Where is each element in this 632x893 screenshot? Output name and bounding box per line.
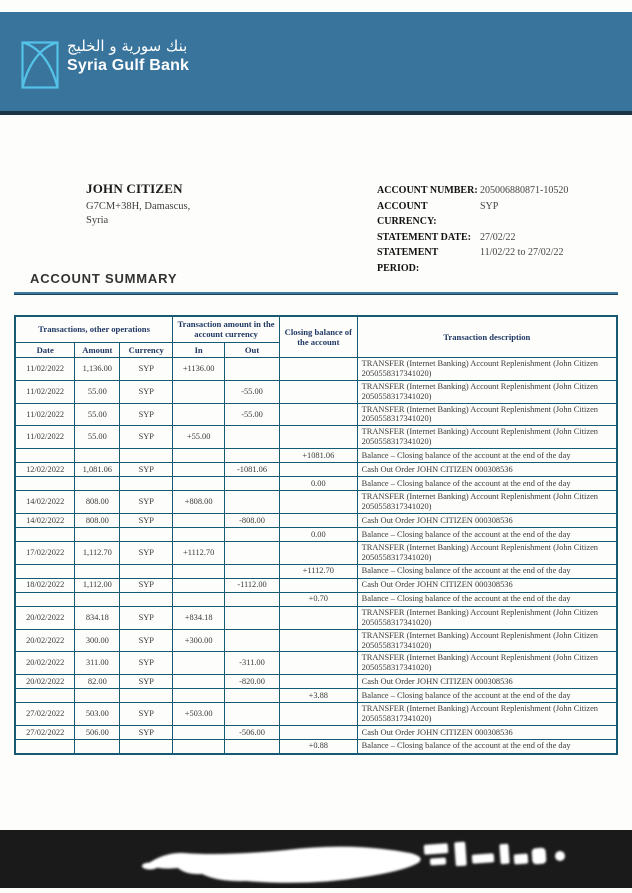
cell-closing-balance: 0.00 — [279, 528, 357, 542]
cell-description: Cash Out Order JOHN CITIZEN 000308536 — [357, 514, 617, 528]
cell-currency: SYP — [120, 403, 173, 426]
cell-closing-balance — [279, 703, 357, 726]
statement-date-label: STATEMENT DATE: — [377, 231, 471, 243]
table-row — [15, 726, 617, 740]
cell-closing-balance: +0.70 — [279, 592, 357, 606]
cell-amount: 311.00 — [75, 652, 120, 675]
cell-in — [173, 449, 225, 463]
cell-closing-balance: +1112.70 — [279, 564, 357, 578]
account-number-row — [377, 183, 568, 199]
cell-date: 14/02/2022 — [15, 491, 75, 514]
section-title: ACCOUNT SUMMARY — [30, 271, 178, 286]
cell-amount — [75, 564, 120, 578]
cell-out — [225, 629, 280, 652]
cell-description: TRANSFER (Internet Banking) Account Replenishment (John Citizen 2050558317341020) — [357, 652, 617, 675]
customer-name: JOHN CITIZEN — [86, 181, 183, 196]
bank-name-arabic: بنك سورية و الخليج — [67, 37, 188, 55]
cell-currency — [120, 528, 173, 542]
statement-period-value: 11/02/22 to 27/02/22 — [480, 247, 564, 258]
brand-band — [0, 12, 632, 115]
cell-closing-balance — [279, 380, 357, 403]
cell-amount: 808.00 — [75, 514, 120, 528]
cell-amount: 808.00 — [75, 491, 120, 514]
header-closing-balance: Closing balance of the account — [279, 316, 357, 357]
cell-out — [225, 689, 280, 703]
cell-date: 14/02/2022 — [15, 514, 75, 528]
cell-out — [225, 449, 280, 463]
account-info-block — [377, 183, 568, 276]
table-row — [15, 703, 617, 726]
cell-amount: 300.00 — [75, 629, 120, 652]
cell-description: Balance – Closing balance of the account at the end of the day — [357, 528, 617, 542]
cell-in — [173, 477, 225, 491]
transactions-table — [14, 315, 618, 755]
cell-amount — [75, 528, 120, 542]
cell-date: 11/02/2022 — [15, 426, 75, 449]
cell-amount: 1,136.00 — [75, 357, 120, 380]
table-row — [15, 542, 617, 565]
cell-description: Cash Out Order JOHN CITIZEN 000308536 — [357, 463, 617, 477]
cell-date: 11/02/2022 — [15, 403, 75, 426]
signature-blob — [0, 830, 632, 888]
cell-currency — [120, 689, 173, 703]
cell-closing-balance: +1081.06 — [279, 449, 357, 463]
cell-out — [225, 477, 280, 491]
cell-description: Balance – Closing balance of the account at the end of the day — [357, 740, 617, 754]
cell-out — [225, 357, 280, 380]
cell-in — [173, 514, 225, 528]
header-out: Out — [225, 342, 280, 357]
cell-in: +503.00 — [173, 703, 225, 726]
table-row — [15, 491, 617, 514]
cell-in — [173, 380, 225, 403]
cell-out — [225, 528, 280, 542]
cell-out: -808.00 — [225, 514, 280, 528]
cell-description: Balance – Closing balance of the account at the end of the day — [357, 477, 617, 491]
section-rule — [14, 292, 618, 295]
table-row — [15, 477, 617, 491]
statement-date-row — [377, 230, 568, 246]
cell-description: TRANSFER (Internet Banking) Account Replenishment (John Citizen 2050558317341020) — [357, 380, 617, 403]
cell-description: TRANSFER (Internet Banking) Account Replenishment (John Citizen 2050558317341020) — [357, 542, 617, 565]
cell-out: -311.00 — [225, 652, 280, 675]
cell-in: +1112.70 — [173, 542, 225, 565]
table-row — [15, 629, 617, 652]
cell-amount: 503.00 — [75, 703, 120, 726]
cell-amount: 55.00 — [75, 403, 120, 426]
cell-out: -820.00 — [225, 675, 280, 689]
cell-out — [225, 564, 280, 578]
header-amount-group: Transaction amount in the account currency — [173, 316, 280, 342]
cell-description: Cash Out Order JOHN CITIZEN 000308536 — [357, 578, 617, 592]
cell-date: 20/02/2022 — [15, 606, 75, 629]
cell-date: 27/02/2022 — [15, 703, 75, 726]
cell-date — [15, 528, 75, 542]
cell-currency: SYP — [120, 542, 173, 565]
cell-amount — [75, 592, 120, 606]
cell-description: TRANSFER (Internet Banking) Account Replenishment (John Citizen 2050558317341020) — [357, 357, 617, 380]
header-currency: Currency — [120, 342, 173, 357]
cell-out: -506.00 — [225, 726, 280, 740]
cell-date: 20/02/2022 — [15, 629, 75, 652]
cell-date: 20/02/2022 — [15, 675, 75, 689]
cell-closing-balance — [279, 578, 357, 592]
cell-description: Balance – Closing balance of the account at the end of the day — [357, 592, 617, 606]
cell-amount: 55.00 — [75, 380, 120, 403]
cell-currency: SYP — [120, 491, 173, 514]
cell-in — [173, 689, 225, 703]
table-row — [15, 449, 617, 463]
header-date: Date — [15, 342, 75, 357]
table-row — [15, 606, 617, 629]
cell-date: 27/02/2022 — [15, 726, 75, 740]
table-header — [15, 316, 617, 357]
cell-out: -1112.00 — [225, 578, 280, 592]
cell-currency — [120, 740, 173, 754]
cell-out — [225, 491, 280, 514]
account-number-label: ACCOUNT NUMBER: — [377, 185, 478, 196]
statement-date-value: 27/02/22 — [480, 231, 516, 243]
account-number-value: 205006880871-10520 — [480, 185, 569, 196]
cell-closing-balance: +3.88 — [279, 689, 357, 703]
cell-description: Cash Out Order JOHN CITIZEN 000308536 — [357, 675, 617, 689]
table-row — [15, 578, 617, 592]
cell-date — [15, 564, 75, 578]
cell-closing-balance — [279, 491, 357, 514]
cell-date — [15, 689, 75, 703]
cell-in: +55.00 — [173, 426, 225, 449]
table-row — [15, 357, 617, 380]
cell-closing-balance — [279, 542, 357, 565]
cell-amount: 55.00 — [75, 426, 120, 449]
table-row — [15, 514, 617, 528]
table-row — [15, 463, 617, 477]
cell-date: 17/02/2022 — [15, 542, 75, 565]
cell-closing-balance — [279, 652, 357, 675]
table-row — [15, 652, 617, 675]
cell-description: Cash Out Order JOHN CITIZEN 000308536 — [357, 726, 617, 740]
cell-out — [225, 542, 280, 565]
cell-closing-balance — [279, 463, 357, 477]
cell-in: +300.00 — [173, 629, 225, 652]
cell-currency: SYP — [120, 726, 173, 740]
cell-amount: 1,112.00 — [75, 578, 120, 592]
bank-name-block — [67, 36, 189, 76]
cell-in: +808.00 — [173, 491, 225, 514]
cell-date — [15, 477, 75, 491]
table-row — [15, 689, 617, 703]
cell-currency: SYP — [120, 578, 173, 592]
cell-currency: SYP — [120, 380, 173, 403]
cell-currency — [120, 449, 173, 463]
cell-closing-balance — [279, 675, 357, 689]
cell-out: -55.00 — [225, 403, 280, 426]
cell-closing-balance — [279, 403, 357, 426]
cell-closing-balance — [279, 514, 357, 528]
cell-out: -55.00 — [225, 380, 280, 403]
header-transactions-group: Transactions, other operations — [15, 316, 173, 342]
cell-closing-balance — [279, 606, 357, 629]
cell-in — [173, 740, 225, 754]
cell-in — [173, 528, 225, 542]
cell-out — [225, 606, 280, 629]
cell-in: +1136.00 — [173, 357, 225, 380]
table-row — [15, 592, 617, 606]
account-currency-label: ACCOUNT CURRENCY: — [377, 200, 437, 227]
cell-date — [15, 592, 75, 606]
cell-closing-balance: 0.00 — [279, 477, 357, 491]
cell-date: 11/02/2022 — [15, 380, 75, 403]
bank-logo-icon — [21, 41, 59, 89]
header-amount: Amount — [75, 342, 120, 357]
cell-closing-balance — [279, 726, 357, 740]
cell-in — [173, 564, 225, 578]
table-row — [15, 564, 617, 578]
statement-period-row — [377, 245, 568, 276]
cell-date: 12/02/2022 — [15, 463, 75, 477]
account-currency-row — [377, 199, 568, 230]
cell-amount: 1,112.70 — [75, 542, 120, 565]
cell-currency: SYP — [120, 703, 173, 726]
cell-currency: SYP — [120, 463, 173, 477]
cell-date — [15, 740, 75, 754]
customer-address-line2: Syria — [86, 215, 109, 226]
cell-in — [173, 578, 225, 592]
cell-description: TRANSFER (Internet Banking) Account Replenishment (John Citizen 2050558317341020) — [357, 629, 617, 652]
cell-description: TRANSFER (Internet Banking) Account Replenishment (John Citizen 2050558317341020) — [357, 606, 617, 629]
cell-closing-balance — [279, 426, 357, 449]
cell-amount: 834.18 — [75, 606, 120, 629]
bank-name-english: Syria Gulf Bank — [67, 57, 190, 74]
cell-currency — [120, 477, 173, 491]
customer-address-line1: G7CM+38H, Damascus, — [86, 201, 191, 212]
cell-date: 20/02/2022 — [15, 652, 75, 675]
table-row — [15, 675, 617, 689]
cell-closing-balance: +0.88 — [279, 740, 357, 754]
cell-currency: SYP — [120, 675, 173, 689]
cell-description: TRANSFER (Internet Banking) Account Replenishment (John Citizen 2050558317341020) — [357, 491, 617, 514]
cell-currency: SYP — [120, 629, 173, 652]
transactions-body — [15, 357, 617, 753]
statement-period-label: STATEMENT PERIOD: — [377, 247, 439, 274]
cell-currency: SYP — [120, 652, 173, 675]
cell-date: 18/02/2022 — [15, 578, 75, 592]
account-currency-value: SYP — [480, 200, 499, 212]
cell-amount — [75, 477, 120, 491]
cell-in: +834.18 — [173, 606, 225, 629]
cell-amount: 1,081.06 — [75, 463, 120, 477]
header-in: In — [173, 342, 225, 357]
cell-currency: SYP — [120, 514, 173, 528]
cell-description: Balance – Closing balance of the account at the end of the day — [357, 564, 617, 578]
cell-out — [225, 592, 280, 606]
cell-out — [225, 703, 280, 726]
cell-in — [173, 652, 225, 675]
cell-in — [173, 463, 225, 477]
cell-currency: SYP — [120, 357, 173, 380]
cell-out — [225, 426, 280, 449]
table-row — [15, 403, 617, 426]
cell-currency — [120, 592, 173, 606]
table-row — [15, 528, 617, 542]
cell-amount — [75, 689, 120, 703]
table-row — [15, 426, 617, 449]
header-description: Transaction description — [357, 316, 617, 357]
customer-address — [86, 200, 190, 228]
cell-in — [173, 675, 225, 689]
customer-block — [86, 181, 190, 228]
cell-description: TRANSFER (Internet Banking) Account Replenishment (John Citizen 2050558317341020) — [357, 426, 617, 449]
cell-amount: 82.00 — [75, 675, 120, 689]
cell-out: -1081.06 — [225, 463, 280, 477]
cell-in — [173, 403, 225, 426]
cell-amount: 506.00 — [75, 726, 120, 740]
cell-amount — [75, 449, 120, 463]
cell-in — [173, 592, 225, 606]
cell-date: 11/02/2022 — [15, 357, 75, 380]
cell-date — [15, 449, 75, 463]
cell-currency: SYP — [120, 426, 173, 449]
signature-redaction-band — [0, 830, 632, 888]
cell-closing-balance — [279, 357, 357, 380]
cell-currency: SYP — [120, 606, 173, 629]
table-row — [15, 740, 617, 754]
cell-description: Balance – Closing balance of the account at the end of the day — [357, 689, 617, 703]
cell-currency — [120, 564, 173, 578]
cell-description: TRANSFER (Internet Banking) Account Replenishment (John Citizen 2050558317341020) — [357, 403, 617, 426]
table-row — [15, 380, 617, 403]
cell-out — [225, 740, 280, 754]
cell-amount — [75, 740, 120, 754]
cell-in — [173, 726, 225, 740]
cell-description: Balance – Closing balance of the account at the end of the day — [357, 449, 617, 463]
cell-description: TRANSFER (Internet Banking) Account Replenishment (John Citizen 2050558317341020) — [357, 703, 617, 726]
cell-closing-balance — [279, 629, 357, 652]
